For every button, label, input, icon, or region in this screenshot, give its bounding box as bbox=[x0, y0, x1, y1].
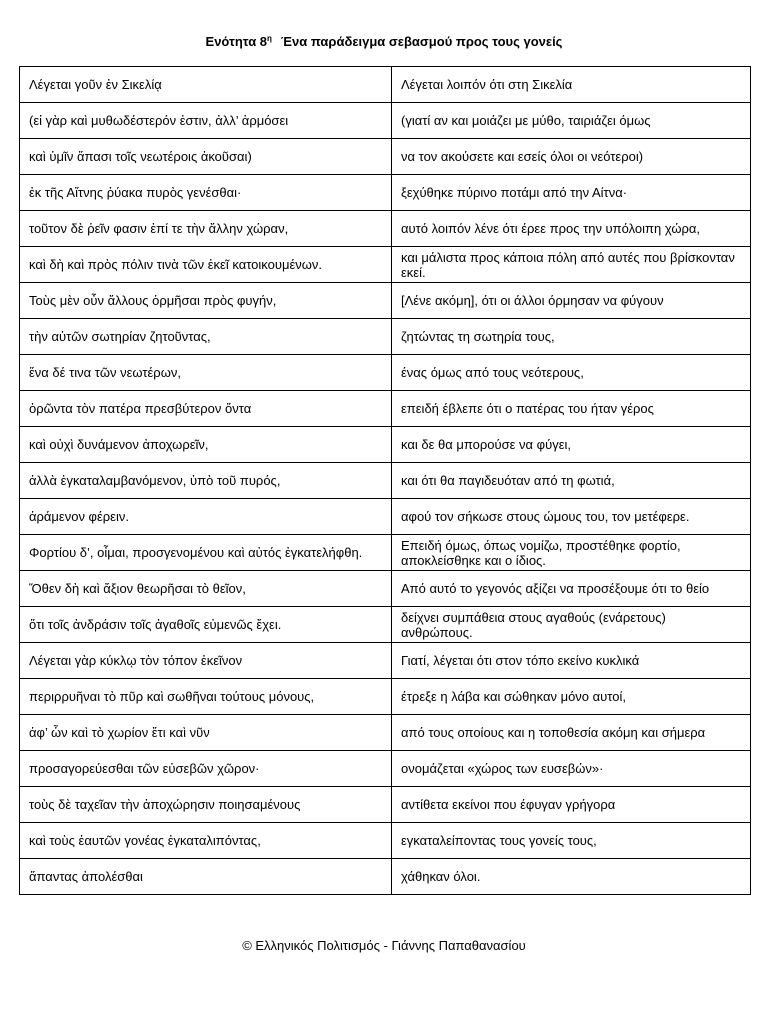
modern-greek-cell: και δε θα μπορούσε να φύγει, bbox=[392, 427, 751, 463]
modern-greek-cell: Λέγεται λοιπόν ότι στη Σικελία bbox=[392, 67, 751, 103]
ancient-greek-cell: καὶ δὴ καὶ πρὸς πόλιν τινὰ τῶν ἐκεῖ κατοικουμένων. bbox=[20, 247, 392, 283]
modern-greek-cell: αντίθετα εκείνοι που έφυγαν γρήγορα bbox=[392, 787, 751, 823]
unit-ordinal-superscript: η bbox=[267, 34, 272, 43]
modern-greek-cell: δείχνει συμπάθεια στους αγαθούς (ενάρετους) ανθρώπους. bbox=[392, 607, 751, 643]
modern-greek-cell: έτρεξε η λάβα και σώθηκαν μόνο αυτοί, bbox=[392, 679, 751, 715]
parallel-text-table bbox=[19, 66, 751, 895]
parallel-text-rows bbox=[20, 67, 751, 895]
modern-greek-cell: χάθηκαν όλοι. bbox=[392, 859, 751, 895]
unit-label: Ενότητα 8 bbox=[205, 34, 268, 49]
modern-greek-cell: [Λένε ακόμη], ότι οι άλλοι όρμησαν να φύγουν bbox=[392, 283, 751, 319]
table-row bbox=[20, 211, 751, 247]
table-row bbox=[20, 571, 751, 607]
table-row bbox=[20, 139, 751, 175]
copyright-footer: © Ελληνικός Πολιτισμός - Γιάννης Παπαθανασίου bbox=[242, 938, 526, 953]
ancient-greek-cell: ἕνα δέ τινα τῶν νεωτέρων, bbox=[20, 355, 392, 391]
table-row bbox=[20, 535, 751, 571]
table-row bbox=[20, 103, 751, 139]
ancient-greek-cell: προσαγορεύεσθαι τῶν εὐσεβῶν χῶρον· bbox=[20, 751, 392, 787]
ancient-greek-cell: Λέγεται γὰρ κύκλῳ τὸν τόπον ἐκεῖνον bbox=[20, 643, 392, 679]
modern-greek-cell: Από αυτό το γεγονός αξίζει να προσέξουμε ότι το θείο bbox=[392, 571, 751, 607]
ancient-greek-cell: καὶ τοὺς ἑαυτῶν γονέας ἐγκαταλιπόντας, bbox=[20, 823, 392, 859]
ancient-greek-cell: Φορτίου δ’, οἶμαι, προσγενομένου καὶ αὐτός ἐγκατελήφθη. bbox=[20, 535, 392, 571]
table-row bbox=[20, 787, 751, 823]
table-row bbox=[20, 715, 751, 751]
modern-greek-cell: εγκαταλείποντας τους γονείς τους, bbox=[392, 823, 751, 859]
table-row bbox=[20, 247, 751, 283]
modern-greek-cell: και ότι θα παγιδευόταν από τη φωτιά, bbox=[392, 463, 751, 499]
ancient-greek-cell: περιρρυῆναι τὸ πῦρ καὶ σωθῆναι τούτους μόνους, bbox=[20, 679, 392, 715]
modern-greek-cell: από τους οποίους και η τοποθεσία ακόμη και σήμερα bbox=[392, 715, 751, 751]
ancient-greek-cell: ὅτι τοῖς ἀνδράσιν τοῖς ἀγαθοῖς εὐμενῶς ἔχει. bbox=[20, 607, 392, 643]
table-row bbox=[20, 283, 751, 319]
table-row bbox=[20, 175, 751, 211]
modern-greek-cell: αυτό λοιπόν λένε ότι έρεε προς την υπόλοιπη χώρα, bbox=[392, 211, 751, 247]
ancient-greek-cell: Λέγεται γοῦν ἐν Σικελίᾳ bbox=[20, 67, 392, 103]
modern-greek-cell: να τον ακούσετε και εσείς όλοι οι νεότεροι) bbox=[392, 139, 751, 175]
table-row bbox=[20, 859, 751, 895]
ancient-greek-cell: ἀφ’ ὧν καὶ τὸ χωρίον ἔτι καὶ νῦν bbox=[20, 715, 392, 751]
table-row bbox=[20, 67, 751, 103]
modern-greek-cell: ονομάζεται «χώρος των ευσεβών»· bbox=[392, 751, 751, 787]
modern-greek-cell: επειδή έβλεπε ότι ο πατέρας του ήταν γέρος bbox=[392, 391, 751, 427]
table-row bbox=[20, 463, 751, 499]
ancient-greek-cell: τοὺς δὲ ταχεῖαν τὴν ἀποχώρησιν ποιησαμένους bbox=[20, 787, 392, 823]
modern-greek-cell: (γιατί αν και μοιάζει με μύθο, ταιριάζει όμως bbox=[392, 103, 751, 139]
ancient-greek-cell: τὴν αὑτῶν σωτηρίαν ζητοῦντας, bbox=[20, 319, 392, 355]
ancient-greek-cell: τοῦτον δὲ ῥεῖν φασιν ἐπί τε τὴν ἄλλην χώραν, bbox=[20, 211, 392, 247]
unit-title: Ένα παράδειγμα σεβασμού προς τους γονείς bbox=[280, 34, 563, 49]
modern-greek-cell: και μάλιστα προς κάποια πόλη από αυτές που βρίσκονταν εκεί. bbox=[392, 247, 751, 283]
table-row bbox=[20, 643, 751, 679]
table-row bbox=[20, 679, 751, 715]
modern-greek-cell: ζητώντας τη σωτηρία τους, bbox=[392, 319, 751, 355]
ancient-greek-cell: Ὅθεν δὴ καὶ ἄξιον θεωρῆσαι τὸ θεῖον, bbox=[20, 571, 392, 607]
ancient-greek-cell: ἀλλὰ ἐγκαταλαμβανόμενον, ὑπὸ τοῦ πυρός, bbox=[20, 463, 392, 499]
ancient-greek-cell: καὶ οὐχὶ δυνάμενον ἀποχωρεῖν, bbox=[20, 427, 392, 463]
ancient-greek-cell: ἅπαντας ἀπολέσθαι bbox=[20, 859, 392, 895]
table-row bbox=[20, 607, 751, 643]
modern-greek-cell: Επειδή όμως, όπως νομίζω, προστέθηκε φορτίο, αποκλείσθηκε και ο ίδιος. bbox=[392, 535, 751, 571]
ancient-greek-cell: ἀράμενον φέρειν. bbox=[20, 499, 392, 535]
ancient-greek-cell: ὁρῶντα τὸν πατέρα πρεσβύτερον ὄντα bbox=[20, 391, 392, 427]
table-row bbox=[20, 319, 751, 355]
ancient-greek-cell: καὶ ὑμῖν ἅπασι τοῖς νεωτέροις ἀκοῦσαι) bbox=[20, 139, 392, 175]
ancient-greek-cell: (εἰ γὰρ καὶ μυθωδέστερόν ἐστιν, ἀλλ’ ἁρμόσει bbox=[20, 103, 392, 139]
modern-greek-cell: ξεχύθηκε πύρινο ποτάμι από την Αίτνα· bbox=[392, 175, 751, 211]
table-row bbox=[20, 355, 751, 391]
page-title bbox=[0, 33, 768, 51]
table-row bbox=[20, 823, 751, 859]
table-row bbox=[20, 391, 751, 427]
ancient-greek-cell: Τοὺς μὲν οὖν ἄλλους ὁρμῆσαι πρὸς φυγήν, bbox=[20, 283, 392, 319]
modern-greek-cell: ένας όμως από τους νεότερους, bbox=[392, 355, 751, 391]
table-row bbox=[20, 427, 751, 463]
modern-greek-cell: αφού τον σήκωσε στους ώμους του, τον μετέφερε. bbox=[392, 499, 751, 535]
modern-greek-cell: Γιατί, λέγεται ότι στον τόπο εκείνο κυκλικά bbox=[392, 643, 751, 679]
ancient-greek-cell: ἐκ τῆς Αἴτνης ῥύακα πυρὸς γενέσθαι· bbox=[20, 175, 392, 211]
table-row bbox=[20, 499, 751, 535]
table-row bbox=[20, 751, 751, 787]
